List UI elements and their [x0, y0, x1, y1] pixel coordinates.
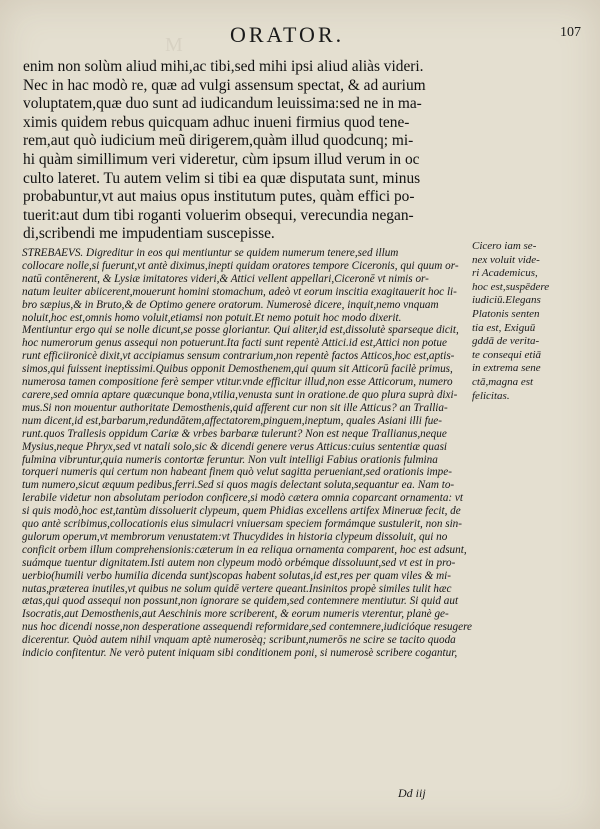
commentary-line: hoc numerorum genus assequi non potuerunt.Ita facti sunt repentè Attici.id est,Attici non potue — [22, 337, 447, 350]
commentary-line: uerbio(humili verbo humilia dicenda sunt)scopas habent solutas,id est,res per quam viles & mi- — [22, 569, 452, 582]
commentary-line: indicio confitentur. Ne verò putent iniquam sibi conditionem poni, si numerosè scribere cogantur, — [22, 647, 458, 660]
commentary-line: bro sæpius,& in Bruto,& de Optimo genere oratorum. Numerosè dicere, inquit,nemo vnquam — [22, 298, 439, 311]
commentary-line: Isocratis,aut Demosthenis,aut Aeschinis more scriberent, & eorum numeris vterentur, planè ge- — [22, 608, 449, 621]
commentary-line: collocare nolle,si fuerunt,vt antè diximus,inepti quidam oratores tempore Ciceronis, qui quum or- — [22, 259, 459, 272]
main-text-line: rem,aut quò iudicium meũ dirigerem,quàm illud quodcunq; mi- — [23, 132, 414, 150]
marginal-note-line: Platonis senten — [472, 307, 540, 320]
main-text-line: hi quàm simillimum veri videretur, cùm ipsum illud verum in oc — [23, 150, 420, 168]
commentary-line: nutas,præterea inutiles,vt quibus ne solum quidē vertere queant.Insinitos propè similes tulit hæc — [22, 582, 452, 595]
main-text-line: voluptatem,quæ duo sunt ad iudicandum leuissima:sed ne in ma- — [23, 95, 422, 113]
commentary-line: dicerentur. Quòd autem nihil vnquam aptè numerosèq; scribunt,numerōs ne scire se tacito quoda — [22, 634, 456, 647]
commentary-line: noluit,hoc est,omnis homo voluit,etiamsi non potuit.Et nemo potuit hoc modo dixerit. — [22, 311, 402, 324]
commentary-line: natū contēnerent, & Lysiæ imitatores videri,& Attici vellent appellari,Ciceronē vt nimis or- — [22, 272, 429, 285]
marginal-note-line: te consequi etiā — [472, 348, 542, 361]
commentary-line: suámque tuentur dignitatem.Isti autem non clypeum modò orbémque dissoluunt,sed vt est in pro- — [22, 556, 456, 569]
commentary-line: numerosa tamen compositione ferè semper vtitur.vnde efficitur illud,non esse Atticorum, numero — [22, 376, 453, 389]
commentary-line: simos,qui fuissent ineptissimi.Quibus opponit Demosthenem,qui quum sit Atticorū facilè primus, — [22, 363, 453, 376]
running-head-title: ORATOR. — [230, 22, 345, 47]
bleed-through-shadow: M — [165, 34, 189, 56]
main-text-line: culto lateret. Tu autem velim si tibi ea quæ disputata sunt, minus — [23, 169, 421, 187]
commentary-line: carere,sed omnia aptare quæcunque bona,vtilia,venusta sunt in oratione.de quo plura suprà dixi- — [22, 388, 458, 401]
commentary-line: nus hoc dicendi nosse,non desperatione assequendi reformidare,sed contemnere,iudicióque resugere — [22, 621, 472, 634]
main-text-line: di,scribendi me impudentiam suscepisse. — [23, 225, 275, 243]
commentary-line: quo antè scribimus,collocationis eius simulacri vniuersam speciem formámque sustulerit, non sin- — [22, 518, 463, 531]
marginal-note-line: in extrema sene — [472, 362, 541, 375]
commentary-line: natum leuiter abiicerent,mouerunt homini stomachum, adeò vt eorum inscitia exagitauerit hoc li- — [22, 285, 457, 298]
commentary-block — [22, 247, 472, 660]
marginal-note-line: nex voluit vide- — [472, 253, 540, 266]
main-text-line: ximis quidem rebus quicquam adhuc inueni firmius quod tene- — [23, 113, 410, 131]
commentary-line: mus.Si non mouentur authoritate Demosthenis,quid afferent cur non sit ille Atticus? an Trallia- — [22, 401, 448, 414]
marginal-note-line: tia est, Exiguū — [472, 321, 536, 334]
commentary-line: runt.quos Trallesis oppidum Cariæ & vrbes barbaræ tulerunt? Non est neque Trallianus,neque — [22, 427, 447, 440]
marginal-note-line: ctā,magna est — [472, 375, 534, 388]
marginal-note-line: ri Academicus, — [472, 267, 538, 280]
marginal-note-line: gddā de verita- — [472, 335, 540, 348]
marginal-note — [472, 240, 594, 403]
main-text-line: Nec in hac modò re, quæ ad vulgi assensum spectat, & ad aurium — [23, 76, 426, 94]
marginal-note-line: hoc est,suspēdere — [472, 280, 550, 293]
main-text-block — [23, 58, 463, 244]
marginal-note-line: iudiciū.Elegans — [472, 294, 541, 307]
commentary-line: ætas,qui quod assequi non possunt,non ignorare se quidem,sed contemnere mentiutur. Si quid aut — [22, 595, 459, 608]
commentary-line: fulmina vibruntur,quia numeris contortæ feruntur. Non vult intelligi Fabius orationis fulmina — [22, 453, 438, 466]
commentary-line: conficit orbem illum comprehensionis:cæterum in ea reliqua ornamenta comparent, hoc est adsunt, — [22, 543, 467, 556]
commentary-line: Mentiuntur ergo qui se nolle dicunt,se posse gloriantur. Qui aliter,id est,dissolutè sparseque dicit, — [22, 324, 459, 337]
commentary-line: Mysius,neque Phryx,sed vt natali solo,sic & dicendi genere verus Atticus:cuius sententiæ quasi — [22, 440, 448, 453]
commentary-line: runt efficiironicè dixit,vt accipiamus sensum contrarium,non repentè factos Atticos,hoc est,aptis- — [22, 350, 455, 363]
commentary-line: si quis modò,hoc est,tantùm dissoluerit clypeum, quem Phidias excellens artifex Mineruæ fecit, de — [22, 505, 461, 518]
commentary-line: STREBAEVS. Digreditur in eos qui mentiuntur se quidem numerum tenere,sed illum — [22, 247, 399, 259]
commentary-line: tum numero,sicut æquum pedibus,ferri.Sed si quos magis delectant soluta,sequantur ea. Nam to- — [22, 479, 455, 492]
commentary-line: num dicent,id est,barbarum,redundātem,affectatorem,pinguem,ineptum, quales Asiani illi fue- — [22, 414, 442, 427]
commentary-line: torqueri numeris qui certum non habeant finem quò velut sagitta perueniant,sed orationis impe- — [22, 466, 452, 479]
signature-mark: Dd iij — [398, 786, 426, 800]
commentary-line: gulorum operum,vt membrorum venustatem:vt Thucydides in historia clypeum dissoluit, qui no — [22, 530, 448, 543]
commentary-line: lerabile videtur non absolutam periodon conficere,si modò cætera omnia coparcant ornamenta: vt — [22, 492, 464, 505]
main-text-line: tuerit:aut dum tibi roganti voluerim obsequi, verecundia negan- — [23, 206, 414, 224]
page-number: 107 — [560, 25, 581, 40]
marginal-note-line: felicitas. — [472, 389, 510, 402]
main-text-line: probabuntur,vt aut maius opus institutum putes, quàm effici po- — [23, 188, 415, 206]
main-text-line: enim non solùm aliud mihi,ac tibi,sed mihi ipsi aliud aliàs videri. — [23, 58, 424, 75]
marginal-note-line: Cicero iam se- — [472, 240, 537, 252]
